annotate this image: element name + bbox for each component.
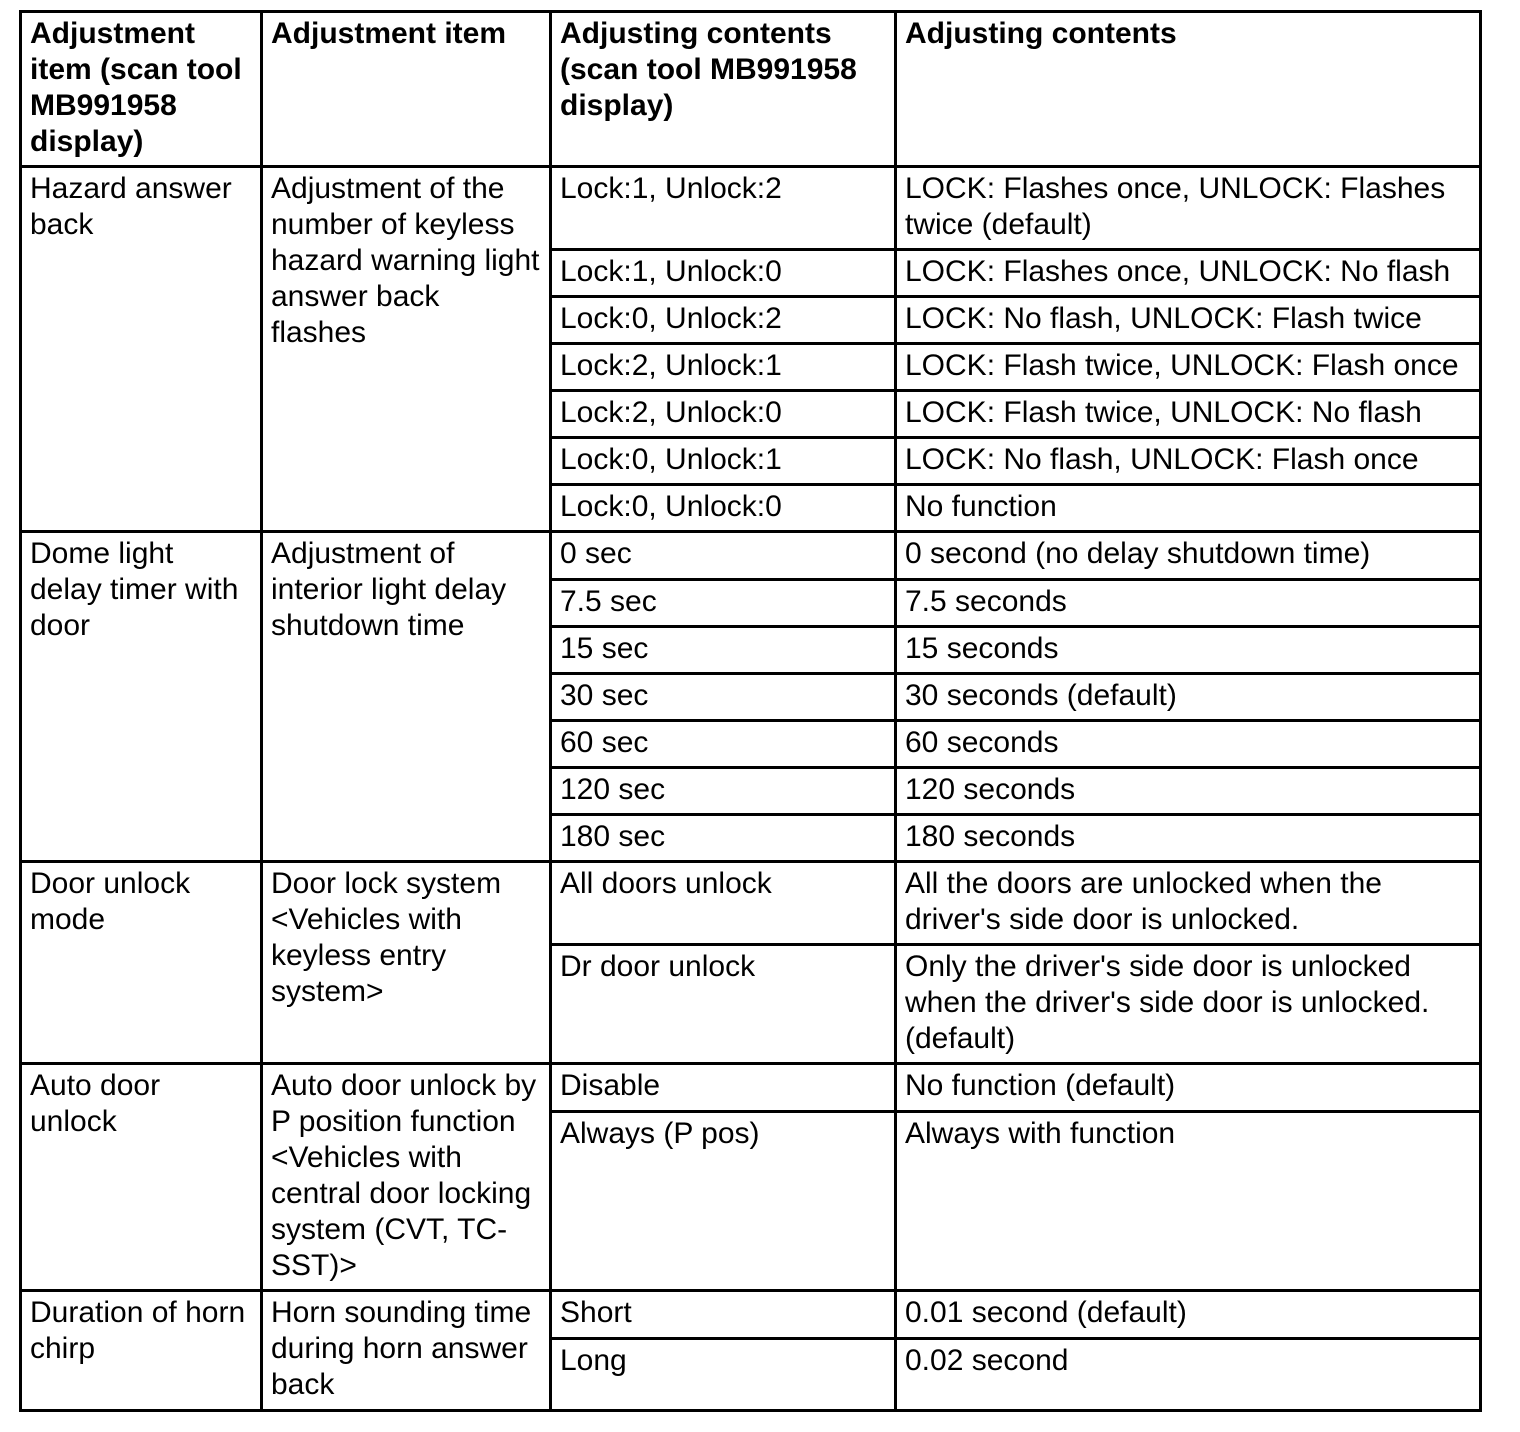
column-header-adjustment-item-display: Adjustment item (scan tool MB991958 display) [21,12,262,167]
column-header-adjusting-contents: Adjusting contents [896,12,1481,167]
adjustment-item-cell: Auto door unlock [21,1064,262,1291]
table-row [21,532,1481,580]
contents-cell: 180 seconds [896,815,1481,862]
contents-cell: 0 second (no delay shutdown time) [896,532,1481,580]
contents-cell: 0.01 second (default) [896,1291,1481,1339]
contents-cell: 15 seconds [896,627,1481,674]
adjustment-desc-cell: Adjustment of interior light delay shutdown time [262,532,551,862]
display-value-cell: Lock:2, Unlock:0 [551,391,896,438]
contents-cell: LOCK: Flash twice, UNLOCK: Flash once [896,344,1481,391]
contents-cell: 30 seconds (default) [896,674,1481,721]
table-row [21,1064,1481,1112]
display-value-cell: 120 sec [551,768,896,815]
display-value-cell: Short [551,1291,896,1339]
display-value-cell: 180 sec [551,815,896,862]
display-value-cell: Lock:1, Unlock:2 [551,167,896,250]
display-value-cell: Lock:0, Unlock:1 [551,438,896,485]
display-value-cell: Always (P pos) [551,1112,896,1291]
contents-cell: All the doors are unlocked when the driver's side door is unlocked. [896,862,1481,945]
contents-cell: No function (default) [896,1064,1481,1112]
contents-cell: 0.02 second [896,1339,1481,1411]
display-value-cell: Dr door unlock [551,945,896,1064]
adjustment-item-cell: Dome light delay timer with door [21,532,262,862]
adjustment-desc-cell: Door lock system <Vehicles with keyless entry system> [262,862,551,1064]
contents-cell: LOCK: Flashes once, UNLOCK: Flashes twice (default) [896,167,1481,250]
table-row [21,862,1481,945]
display-value-cell: Lock:0, Unlock:2 [551,297,896,344]
adjustment-item-cell: Door unlock mode [21,862,262,1064]
contents-cell: Only the driver's side door is unlocked when the driver's side door is unlocked. (default) [896,945,1481,1064]
display-value-cell: 7.5 sec [551,580,896,627]
table-row [21,167,1481,250]
contents-cell: Always with function [896,1112,1481,1291]
adjustment-desc-cell: Adjustment of the number of keyless hazard warning light answer back flashes [262,167,551,532]
header-row [21,12,1481,167]
contents-cell: 7.5 seconds [896,580,1481,627]
adjustment-item-cell: Hazard answer back [21,167,262,532]
display-value-cell: 30 sec [551,674,896,721]
contents-cell: LOCK: Flash twice, UNLOCK: No flash [896,391,1481,438]
contents-cell: 60 seconds [896,721,1481,768]
contents-cell: LOCK: No flash, UNLOCK: Flash once [896,438,1481,485]
display-value-cell: Long [551,1339,896,1411]
display-value-cell: Lock:1, Unlock:0 [551,250,896,297]
display-value-cell: Lock:0, Unlock:0 [551,485,896,532]
display-value-cell: All doors unlock [551,862,896,945]
display-value-cell: 0 sec [551,532,896,580]
adjustment-desc-cell: Auto door unlock by P position function <Vehicles with central door locking system (CVT, TC-SST)> [262,1064,551,1291]
display-value-cell: Lock:2, Unlock:1 [551,344,896,391]
display-value-cell: 60 sec [551,721,896,768]
contents-cell: No function [896,485,1481,532]
adjustment-item-cell: Duration of horn chirp [21,1291,262,1411]
contents-cell: 120 seconds [896,768,1481,815]
adjustment-desc-cell: Horn sounding time during horn answer back [262,1291,551,1411]
contents-cell: LOCK: Flashes once, UNLOCK: No flash [896,250,1481,297]
adjustment-table [19,10,1482,1412]
column-header-adjusting-contents-display: Adjusting contents (scan tool MB991958 display) [551,12,896,167]
display-value-cell: 15 sec [551,627,896,674]
contents-cell: LOCK: No flash, UNLOCK: Flash twice [896,297,1481,344]
table-row [21,1291,1481,1339]
column-header-adjustment-item: Adjustment item [262,12,551,167]
display-value-cell: Disable [551,1064,896,1112]
